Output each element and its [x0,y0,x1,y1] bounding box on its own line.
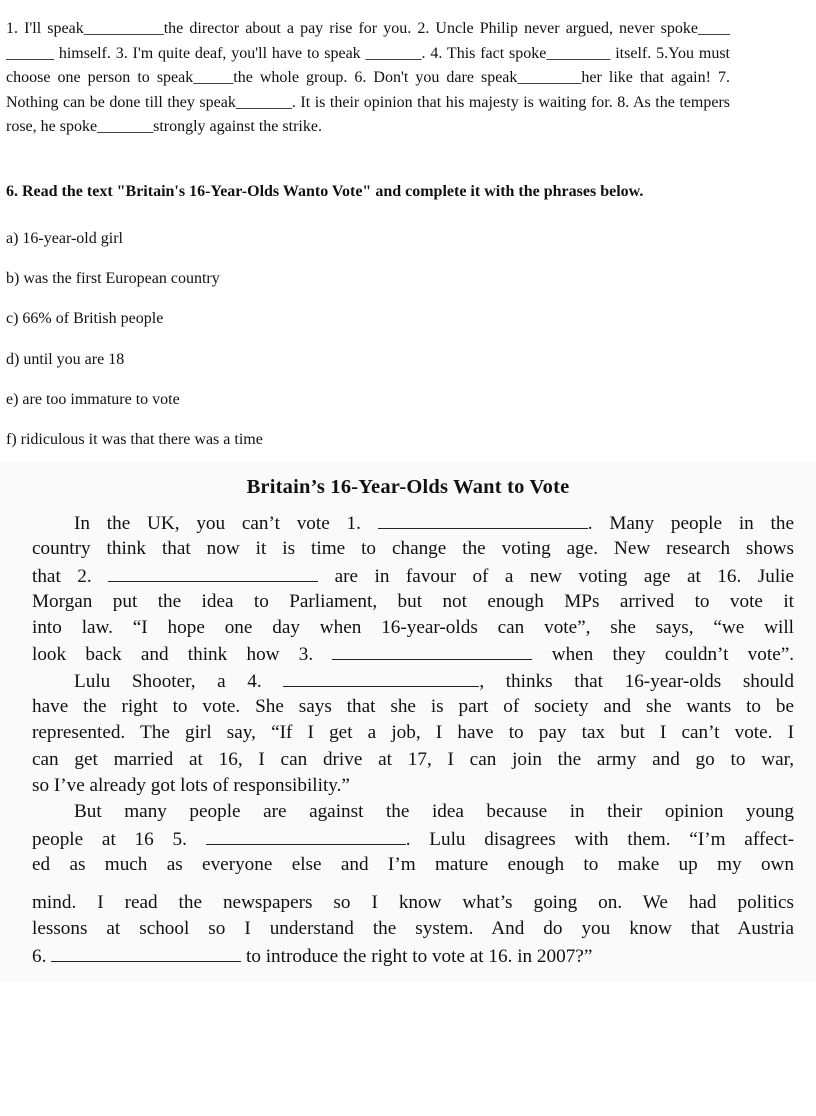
task-6-heading: 6. Read the text "Britain's 16-Year-Olds Wanto Vote" and complete it with the phrases below. [6,183,644,200]
blank-6 [51,943,241,962]
blank-5 [206,826,406,845]
article-line: ed as much as everyone else and I’m mature enough to make up my own [32,853,794,875]
phrase-options-list [6,229,263,470]
article-line: Lulu Shooter, a 4. , thinks that 16-year-olds should [32,668,794,694]
scanned-article [0,462,816,982]
blank-4 [283,668,479,687]
scan-gap [32,878,794,890]
option-d: d) until you are 18 [6,350,125,368]
article-line: into law. “I hope one day when 16-year-olds can vote”, she says, “we will [32,617,794,639]
article-line: that 2. are in favour of a new voting age at 16. Julie [32,563,794,589]
option-e: e) are too immature to vote [6,390,180,408]
article-line: But many people are against the idea because in their opinion young [74,801,794,823]
article-line: Morgan put the idea to Parliament, but not enough MPs arrived to vote it [32,590,794,612]
article-line: 6. to introduce the right to vote at 16. in 2007?” [32,943,794,969]
article-line: In the UK, you can’t vote 1. . Many people in the [32,510,794,536]
article-line: people at 16 5. . Lulu disagrees with them. “I’m affect- [32,826,794,852]
article-line: mind. I read the newspapers so I know what’s going on. We had politics [32,892,794,914]
article-line: have the right to vote. She says that she is part of society and she wants to be [32,696,794,718]
option-c: c) 66% of British people [6,310,164,328]
article-line: look back and think how 3. when they couldn’t vote”. [32,641,794,667]
exercise-5-text: 1. I'll speak__________the director about a pay rise for you. 2. Uncle Philip never argued, never spoke____ ______ himself. 3. I'm quite deaf, you'll have to speak _______. 4. This fact spoke________ itself. 5.You must choose one person to speak_____the whole group. 6. Don't you dare speak________her like that again! 7. Nothing can be done till they speak_______. It is their opinion that his majesty is waiting for. 8. As the tempers rose, he spoke_______strongly against the strike. [6,20,730,136]
article-line: country think that now it is time to change the voting age. New research shows [32,538,794,560]
option-a: a) 16-year-old girl [6,230,123,247]
article-line: lessons at school so I understand the system. And do you know that Austria [32,918,794,940]
article-line: can get married at 16, I can drive at 17, I can join the army and go to war, [32,748,794,770]
blank-1 [378,510,588,529]
option-b: b) was the first European country [6,270,220,288]
option-f: f) ridiculous it was that there was a time [6,430,263,448]
article-line: represented. The girl say, “If I get a job, I have to pay tax but I can’t vote. I [32,722,794,744]
article-line: so I’ve already got lots of responsibility.” [32,774,350,796]
article-title: Britain’s 16-Year-Olds Want to Vote [246,476,570,498]
blank-2 [108,563,318,582]
blank-3 [332,641,532,660]
article-body [32,510,794,969]
